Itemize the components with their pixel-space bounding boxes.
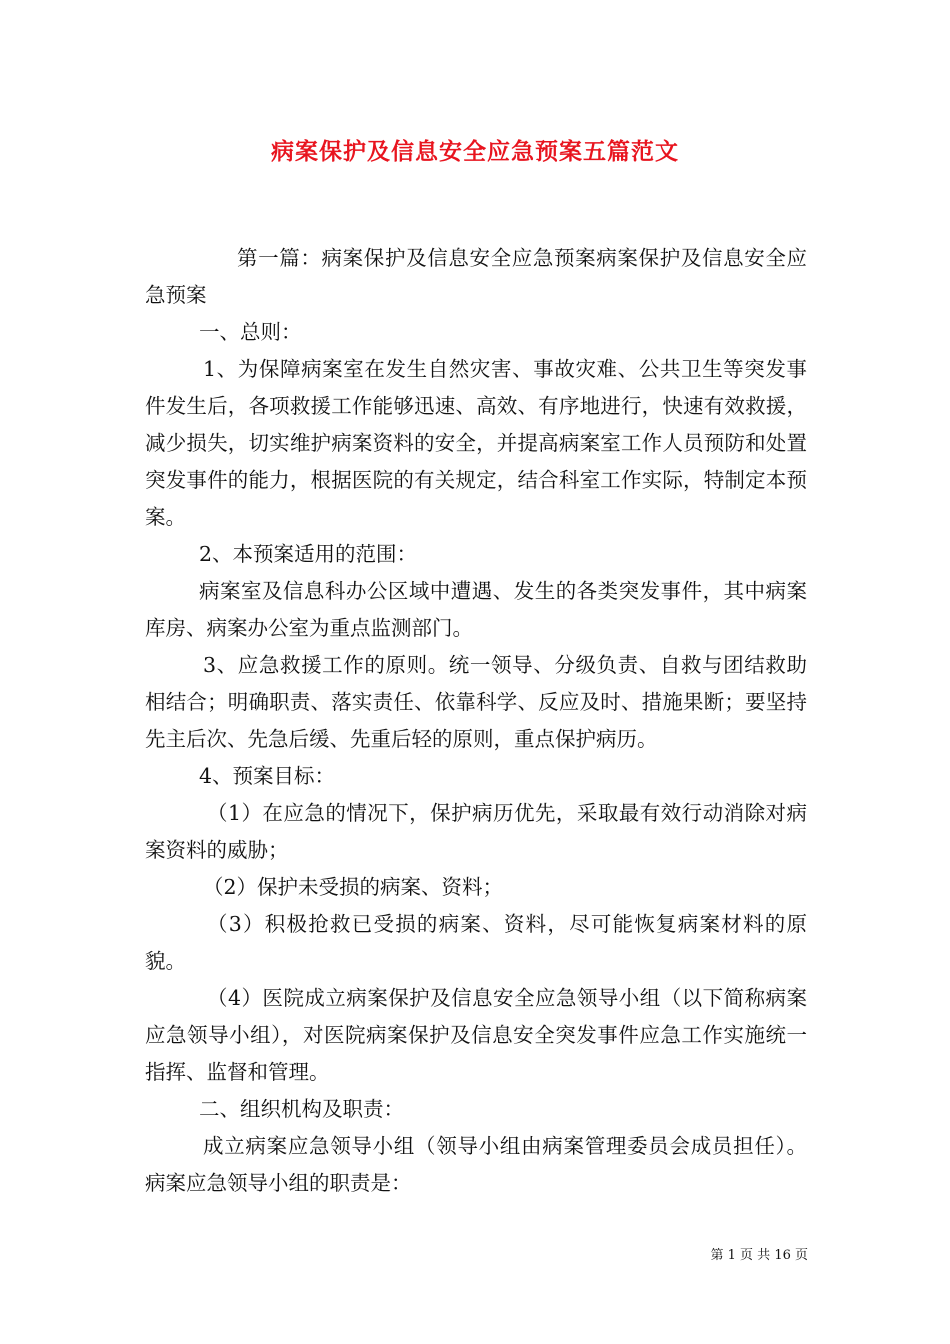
- document-title: 病案保护及信息安全应急预案五篇范文: [271, 138, 679, 165]
- paragraph: 2、本预案适用的范围：: [199, 542, 418, 566]
- page-footer: 第 1 页 共 16 页: [710, 1248, 808, 1263]
- paragraph: 病案室及信息科办公区域中遭遇、发生的各类突发事件，其中病案库房、病案办公室为重点监测部门。: [145, 579, 807, 640]
- paragraph: （2）保护未受损的病案、资料；: [203, 875, 504, 899]
- document-body: [145, 240, 807, 1202]
- paragraph: 4、预案目标：: [199, 764, 336, 788]
- paragraph: 第一篇：病案保护及信息安全应急预案病案保护及信息安全应急预案: [145, 246, 807, 307]
- paragraph: （3）积极抢救已受损的病案、资料，尽可能恢复病案材料的原貌。: [145, 912, 807, 973]
- paragraph: 一、总则：: [199, 320, 302, 344]
- paragraph: 二、组织机构及职责：: [199, 1097, 404, 1121]
- paragraph: 1、为保障病案室在发生自然灾害、事故灾难、公共卫生等突发事件发生后，各项救援工作能够迅速、高效、有序地进行，快速有效救援，减少损失，切实维护病案资料的安全，并提高病案室工作人员预防和处置突发事件的能力，根据医院的有关规定，结合科室工作实际，特制定本预案。: [145, 357, 807, 529]
- paragraph: （1）在应急的情况下，保护病历优先，采取最有效行动消除对病案资料的威胁；: [145, 801, 807, 862]
- paragraph: 成立病案应急领导小组（领导小组由病案管理委员会成员担任）。病案应急领导小组的职责是：: [145, 1134, 807, 1195]
- paragraph: （4）医院成立病案保护及信息安全应急领导小组（以下简称病案应急领导小组），对医院病案保护及信息安全突发事件应急工作实施统一指挥、监督和管理。: [145, 986, 807, 1084]
- paragraph: 3、应急救援工作的原则。统一领导、分级负责、自救与团结救助相结合；明确职责、落实责任、依靠科学、反应及时、措施果断；要坚持先主后次、先急后缓、先重后轻的原则，重点保护病历。: [145, 653, 807, 751]
